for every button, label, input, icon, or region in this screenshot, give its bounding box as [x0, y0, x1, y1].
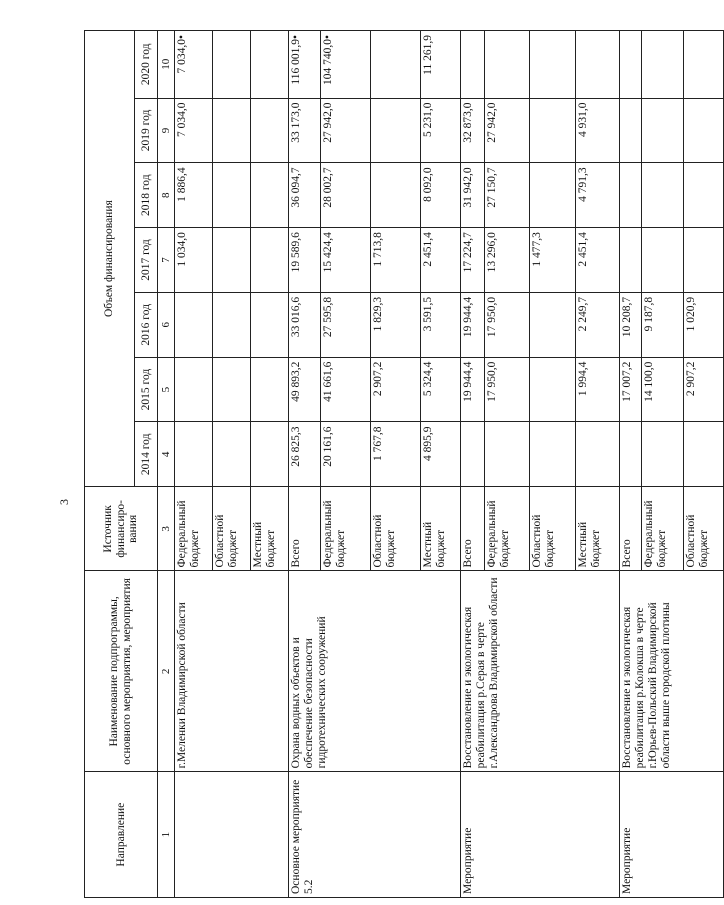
- value-cell: [213, 31, 251, 99]
- source-cell: Местный бюджет: [421, 487, 461, 571]
- value-cell: [576, 422, 620, 487]
- value-cell: 2 249,7: [576, 292, 620, 357]
- value-cell: [485, 31, 530, 99]
- value-cell: [251, 292, 289, 357]
- page-number: 3: [57, 499, 71, 505]
- value-cell: 19 944,4: [461, 292, 485, 357]
- value-cell: 49 893,2: [289, 357, 321, 422]
- value-cell: 33 173,0: [289, 98, 321, 163]
- value-cell: [461, 422, 485, 487]
- value-cell: 2 907,2: [371, 357, 421, 422]
- value-cell: 10 208,7: [620, 292, 642, 357]
- value-cell: [251, 357, 289, 422]
- header-year: 2016 год: [135, 292, 158, 357]
- value-cell: [251, 31, 289, 99]
- value-cell: 7 034,0•: [175, 31, 213, 99]
- value-cell: [175, 357, 213, 422]
- value-cell: 27 150,7: [485, 163, 530, 228]
- value-cell: [213, 163, 251, 228]
- value-cell: [371, 163, 421, 228]
- value-cell: 19 944,4: [461, 357, 485, 422]
- value-cell: [530, 357, 576, 422]
- value-cell: [251, 422, 289, 487]
- source-cell: Областной бюджет: [213, 487, 251, 571]
- value-cell: 28 002,7: [321, 163, 371, 228]
- value-cell: 8 092,0: [421, 163, 461, 228]
- value-cell: [642, 163, 684, 228]
- column-number: 2: [158, 571, 175, 772]
- value-cell: 1 713,8: [371, 228, 421, 293]
- value-cell: [371, 98, 421, 163]
- value-cell: [213, 98, 251, 163]
- value-cell: [213, 357, 251, 422]
- value-cell: 11 261,9: [421, 31, 461, 99]
- funding-table: [84, 30, 724, 898]
- column-number: 4: [158, 422, 175, 487]
- header-source: Источник финансиро-вания: [85, 487, 158, 571]
- value-cell: [642, 422, 684, 487]
- value-cell: [684, 31, 724, 99]
- value-cell: [251, 163, 289, 228]
- source-cell: Всего: [461, 487, 485, 571]
- column-number: 3: [158, 487, 175, 571]
- table-row: [175, 31, 213, 898]
- value-cell: 4 895,9: [421, 422, 461, 487]
- header-direction: Направление: [85, 772, 158, 898]
- value-cell: [620, 31, 642, 99]
- value-cell: 19 589,6: [289, 228, 321, 293]
- source-cell: Федеральный бюджет: [321, 487, 371, 571]
- value-cell: [530, 422, 576, 487]
- value-cell: [251, 228, 289, 293]
- column-number: 6: [158, 292, 175, 357]
- value-cell: 104 740,0•: [321, 31, 371, 99]
- value-cell: 2 451,4: [421, 228, 461, 293]
- value-cell: [175, 292, 213, 357]
- source-cell: Местный бюджет: [251, 487, 289, 571]
- column-number: 8: [158, 163, 175, 228]
- direction-cell: [175, 772, 289, 898]
- value-cell: [175, 422, 213, 487]
- column-number: 7: [158, 228, 175, 293]
- source-cell: Областной бюджет: [371, 487, 421, 571]
- source-cell: Местный бюджет: [576, 487, 620, 571]
- source-cell: Областной бюджет: [530, 487, 576, 571]
- value-cell: 5 231,0: [421, 98, 461, 163]
- value-cell: [684, 163, 724, 228]
- value-cell: 1 020,9: [684, 292, 724, 357]
- value-cell: 14 100,0: [642, 357, 684, 422]
- value-cell: [530, 31, 576, 99]
- header-year: 2019 год: [135, 98, 158, 163]
- value-cell: 36 094,7: [289, 163, 321, 228]
- value-cell: [642, 228, 684, 293]
- value-cell: [485, 422, 530, 487]
- table-row: [461, 31, 485, 898]
- value-cell: 5 324,4: [421, 357, 461, 422]
- value-cell: 4 791,3: [576, 163, 620, 228]
- event-name-cell: Охрана водных объектов и обеспечение безопасности гидротехнических сооружений: [289, 571, 461, 772]
- value-cell: 116 001,9•: [289, 31, 321, 99]
- column-number: 9: [158, 98, 175, 163]
- value-cell: [530, 292, 576, 357]
- value-cell: 13 296,0: [485, 228, 530, 293]
- value-cell: 1 034,0: [175, 228, 213, 293]
- value-cell: [371, 31, 421, 99]
- value-cell: 7 034,0: [175, 98, 213, 163]
- value-cell: 33 016,6: [289, 292, 321, 357]
- rotated-page: [84, 30, 710, 898]
- value-cell: [530, 163, 576, 228]
- value-cell: 9 187,8: [642, 292, 684, 357]
- value-cell: 27 595,8: [321, 292, 371, 357]
- header-year: 2020 год: [135, 31, 158, 99]
- value-cell: [642, 98, 684, 163]
- header-year: 2018 год: [135, 163, 158, 228]
- value-cell: [576, 31, 620, 99]
- value-cell: 1 994,4: [576, 357, 620, 422]
- event-name-cell: г.Меленки Владимирской области: [175, 571, 289, 772]
- direction-cell: Основное мероприятие 5.2: [289, 772, 461, 898]
- event-name-cell: Восстановление и экологическая реабилитация р.Серая в черте г.Александрова Владимирской области: [461, 571, 620, 772]
- value-cell: 17 007,2: [620, 357, 642, 422]
- table-row: [289, 31, 321, 898]
- source-cell: Федеральный бюджет: [642, 487, 684, 571]
- event-name-cell: Восстановление и экологическая реабилитация р.Колокша в черте г.Юрьев-Польский Владимирской области выше городской плотины: [620, 571, 724, 772]
- source-cell: Федеральный бюджет: [485, 487, 530, 571]
- value-cell: [642, 31, 684, 99]
- value-cell: 4 931,0: [576, 98, 620, 163]
- value-cell: 1 767,8: [371, 422, 421, 487]
- value-cell: [620, 422, 642, 487]
- column-number: 10: [158, 31, 175, 99]
- value-cell: [461, 31, 485, 99]
- value-cell: [213, 292, 251, 357]
- direction-cell: Мероприятие: [620, 772, 724, 898]
- value-cell: 32 873,0: [461, 98, 485, 163]
- value-cell: [684, 422, 724, 487]
- header-year: 2015 год: [135, 357, 158, 422]
- header-name: Наименование подпрограммы, основного мероприятия, мероприятия: [85, 571, 158, 772]
- value-cell: 31 942,0: [461, 163, 485, 228]
- value-cell: 1 886,4: [175, 163, 213, 228]
- column-number: 5: [158, 357, 175, 422]
- value-cell: 2 451,4: [576, 228, 620, 293]
- value-cell: [684, 98, 724, 163]
- source-cell: Федеральный бюджет: [175, 487, 213, 571]
- value-cell: 41 661,6: [321, 357, 371, 422]
- value-cell: 2 907,2: [684, 357, 724, 422]
- value-cell: 1 477,3: [530, 228, 576, 293]
- source-cell: Всего: [289, 487, 321, 571]
- value-cell: [213, 228, 251, 293]
- header-year: 2017 год: [135, 228, 158, 293]
- value-cell: 3 591,5: [421, 292, 461, 357]
- source-cell: Областной бюджет: [684, 487, 724, 571]
- value-cell: [620, 98, 642, 163]
- direction-cell: Мероприятие: [461, 772, 620, 898]
- table-row: [620, 31, 642, 898]
- value-cell: 27 942,0: [321, 98, 371, 163]
- value-cell: 20 161,6: [321, 422, 371, 487]
- value-cell: 27 942,0: [485, 98, 530, 163]
- value-cell: 1 829,3: [371, 292, 421, 357]
- value-cell: [251, 98, 289, 163]
- value-cell: 17 950,0: [485, 292, 530, 357]
- header-year: 2014 год: [135, 422, 158, 487]
- header-funding: Объем финансирования: [85, 31, 135, 487]
- value-cell: 17 950,0: [485, 357, 530, 422]
- value-cell: [620, 163, 642, 228]
- column-number: 1: [158, 772, 175, 898]
- value-cell: 15 424,4: [321, 228, 371, 293]
- source-cell: Всего: [620, 487, 642, 571]
- value-cell: [620, 228, 642, 293]
- value-cell: [684, 228, 724, 293]
- value-cell: [213, 422, 251, 487]
- value-cell: 17 224,7: [461, 228, 485, 293]
- value-cell: 26 825,3: [289, 422, 321, 487]
- value-cell: [530, 98, 576, 163]
